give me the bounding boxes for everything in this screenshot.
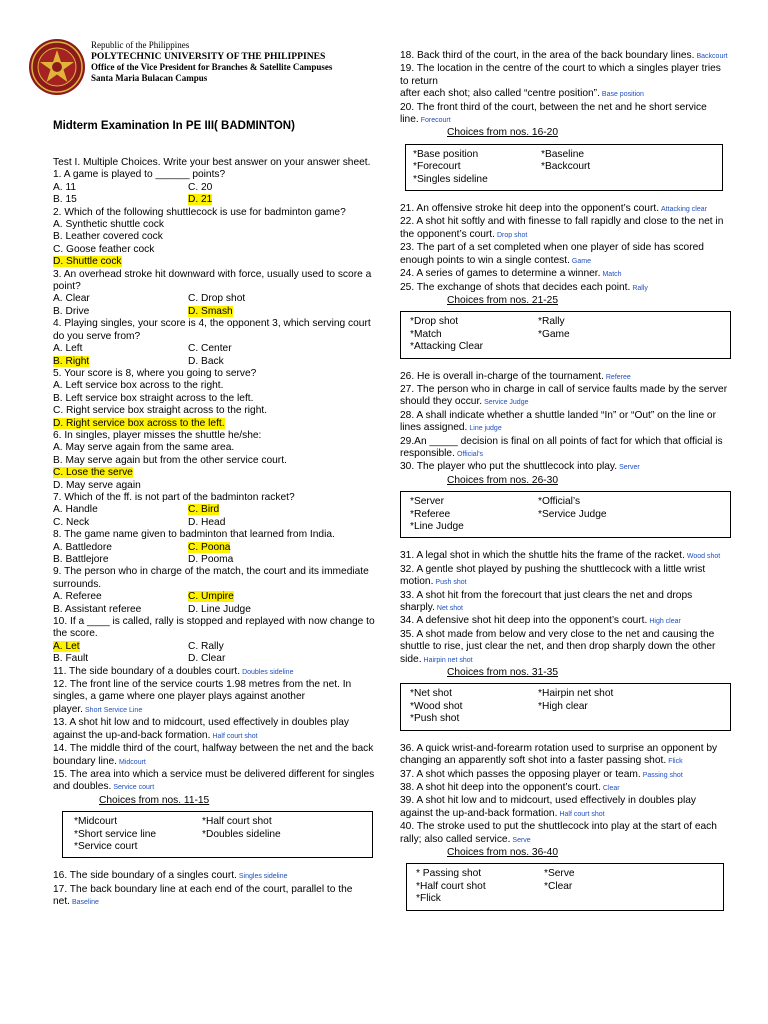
options-9	[53, 591, 375, 616]
handwritten-answer: Base position	[601, 91, 644, 99]
highlighted-answer: B. Right	[53, 355, 90, 367]
choice: *Match	[410, 328, 442, 340]
question-16: 16. The side boundary of a singles court. Singles sideline	[53, 870, 288, 882]
options-7	[53, 504, 375, 529]
choices-box-11-15	[62, 811, 373, 858]
options-1	[53, 182, 375, 207]
handwritten-answer: Flick	[668, 758, 683, 766]
handwritten-answer: Half court shot	[559, 810, 605, 818]
question-27: 27. The person who in charge in call of service faults made by the server should they occur. Service Judge	[400, 383, 728, 408]
question-5: 5. Your score is 8, where you going to serve?	[53, 367, 257, 379]
question-21: 21. An offensive stroke hit deep into the opponent’s court. Attacking clear	[400, 203, 707, 215]
question-35: 35. A shot made from below and very close to the net and causing the shuttle to rise, just clear the net, and then drop sharply down the other side. Hairpin net shot	[400, 628, 716, 665]
highlighted-answer: D. Right service box across to the left.	[53, 417, 225, 429]
option: D. Head	[188, 516, 226, 528]
question-15: 15. The area into which a service must be delivered different for singles and doubles. Service court	[53, 768, 375, 793]
question-32: 32. A gentle shot played by pushing the shuttlecock with a little wrist motion. Push shot	[400, 563, 706, 588]
option: A. Left service box across to the right.	[53, 380, 224, 392]
choice: *Short service line	[74, 828, 157, 840]
choice: *Half court shot	[202, 816, 272, 828]
option: C. Right service box straight across to the right.	[53, 405, 268, 417]
option: A. Clear	[53, 293, 90, 305]
question-28: 28. A shall indicate whether a shuttle landed “In” or “Out” on the line or lines assigned. Line judge	[400, 409, 716, 434]
question-11: 11. The side boundary of a doubles court. Doubles sideline	[53, 665, 294, 677]
options-3	[53, 293, 375, 318]
option: B. Battlejore	[53, 554, 109, 565]
choices-title-16-20: Choices from nos. 16-20	[447, 127, 558, 139]
right-column	[400, 50, 730, 911]
highlighted-answer: D. Smash	[188, 305, 233, 317]
handwritten-answer: Half court shot	[212, 732, 258, 740]
choice: *Rally	[538, 316, 565, 328]
handwritten-answer: Net shot	[436, 605, 463, 613]
option: B. Leather covered cock	[53, 231, 163, 243]
choice: *Baseline	[541, 148, 585, 160]
choice: *Serve	[544, 868, 575, 880]
choice: *Drop shot	[410, 316, 459, 328]
handwritten-answer: Match	[602, 271, 622, 279]
option: D. Clear	[188, 653, 226, 665]
question-13: 13. A shot hit low and to midcourt, used effectively in doubles play against the up-and-back formation. Half court shot	[53, 717, 349, 741]
options-10	[53, 641, 375, 666]
question-38: 38. A shot hit deep into the opponent’s court. Clear	[400, 781, 620, 793]
question-25: 25. The exchange of shots that decides each point. Rally	[400, 281, 648, 293]
highlighted-answer: C. Bird	[188, 504, 220, 516]
question-12: 12. The front line of the service courts 1.98 metres from the net. In singles, a game where one player plays against another player. Short Service Line	[53, 679, 352, 715]
option: C. Center	[188, 343, 232, 355]
option: B. Assistant referee	[53, 603, 142, 615]
choice: *Server	[410, 496, 444, 508]
highlighted-answer: D. 21	[188, 194, 213, 206]
choice: *Clear	[544, 880, 573, 892]
option: B. May serve again but from the other service court.	[53, 454, 287, 466]
pup-seal-logo	[28, 38, 86, 96]
question-23: 23. The part of a set completed when one player of side has scored enough points to win a single contest. Game	[400, 242, 704, 266]
question-19: 19. The location in the centre of the court to which a singles player tries to return	[400, 63, 721, 87]
test-instructions: Test I. Multiple Choices. Write your best answer on your answer sheet.	[53, 157, 371, 168]
question-18: 18. Back third of the court, in the area of the back boundary lines. Backcourt	[400, 50, 728, 61]
question-36: 36. A quick wrist-and-forearm rotation used to surprise an opponent by changing an apparently soft shot into a faster passing shot. Flick	[400, 742, 718, 767]
handwritten-answer: Serve	[512, 836, 531, 844]
choice: *Singles sideline	[413, 173, 488, 185]
choice: *Net shot	[410, 688, 452, 700]
choice: *Midcourt	[74, 816, 118, 828]
question-2: 2. Which of the following shuttlecock is use for badminton game?	[53, 206, 346, 218]
option: A. Referee	[53, 591, 102, 603]
choices-box-21-25	[400, 311, 731, 358]
question-17: 17. The back boundary line at each end of the court, parallel to the net. Baseline	[53, 883, 353, 908]
handwritten-answer: Official's	[456, 450, 484, 458]
handwritten-answer: Doubles sideline	[242, 668, 294, 676]
choices-box-36-40	[406, 863, 724, 910]
choice: *Line Judge	[410, 521, 464, 532]
question-9: 9. The person who in charge of the match, the court and its immediate surrounds.	[53, 566, 369, 590]
handwritten-answer: Game	[571, 257, 591, 265]
handwritten-answer: Referee	[605, 373, 631, 381]
handwritten-answer: Short Service Line	[85, 706, 143, 714]
letterhead-text	[91, 40, 332, 84]
question-3: 3. An overhead stroke hit downward with force, usually used to score a point?	[53, 268, 372, 293]
handwritten-answer: Clear	[602, 784, 620, 792]
handwritten-answer: Forecourt	[420, 117, 451, 125]
option: B. Left service box straight across to the left.	[53, 392, 254, 404]
handwritten-answer: Drop shot	[496, 231, 528, 239]
handwritten-answer: Push shot	[435, 579, 467, 587]
question-40: 40. The stroke used to put the shuttlecock into play at the start of each rally; also called service. Serve	[400, 821, 717, 845]
handwritten-answer: Server	[619, 464, 640, 472]
choice: *Doubles sideline	[202, 828, 281, 840]
handwritten-answer: Baseline	[72, 899, 99, 907]
choice: *Game	[538, 328, 570, 340]
choice: *Service court	[74, 840, 138, 852]
option: A. Synthetic shuttle cock	[53, 219, 164, 231]
question-24: 24. A series of games to determine a winner. Match	[400, 268, 622, 280]
question-33: 33. A shot hit from the forecourt that just clears the net and drops sharply. Net shot	[400, 589, 693, 614]
choices-title-36-40: Choices from nos. 36-40	[447, 846, 558, 858]
choices-box-26-30	[400, 491, 731, 538]
option: D. Pooma	[188, 554, 234, 565]
choice: *Official’s	[538, 496, 581, 508]
option: A. Battledore	[53, 541, 112, 553]
handwritten-answer: Wood shot	[686, 553, 721, 561]
highlighted-answer: C. Umpire	[188, 591, 234, 603]
option: A. May serve again from the same area.	[53, 442, 235, 454]
question-10: 10. If a ____ is called, rally is stopped and replayed with now change to the score.	[53, 616, 375, 640]
options-8	[53, 542, 375, 567]
question-30: 30. The player who put the shuttlecock into play. Server	[400, 461, 640, 473]
republic-line: Republic of the Philippines	[91, 40, 190, 50]
option: D. Line Judge	[188, 603, 251, 615]
option: B. 15	[53, 194, 77, 206]
choice: *Push shot	[410, 713, 460, 725]
option: A. Left	[53, 343, 83, 355]
handwritten-answer: High clear	[649, 618, 681, 626]
option: B. Drive	[53, 305, 90, 317]
handwritten-answer: Passing shot	[642, 771, 683, 779]
choices-title-21-25: Choices from nos. 21-25	[447, 294, 558, 306]
choice: *Service Judge	[538, 508, 607, 520]
question-14: 14. The middle third of the court, halfway between the net and the back boundary line. Midcourt	[53, 743, 374, 767]
question-6: 6. In singles, player misses the shuttle he/she:	[53, 429, 262, 441]
question-19-cont: after each shot; also called “centre position”. Base position	[400, 88, 644, 100]
option: C. 20	[188, 181, 213, 193]
highlighted-answer: D. Shuttle cock	[53, 256, 122, 268]
question-26: 26. He is overall in-charge of the tournament. Referee	[400, 370, 631, 382]
question-29: 29.An _____ decision is final on all points of fact for which that official is responsible. Official's	[400, 435, 723, 459]
choice: *Forecourt	[413, 161, 461, 173]
options-4	[53, 343, 375, 368]
choice: *Wood shot	[410, 700, 463, 712]
question-7: 7. Which of the ff. is not part of the badminton racket?	[53, 491, 295, 503]
option: A. 11	[53, 181, 77, 193]
choice: *Flick	[416, 893, 441, 905]
choice: *Base position	[413, 148, 479, 160]
question-20: 20. The front third of the court, between the net and he short service line. Forecourt	[400, 101, 707, 126]
campus-line: Santa Maria Bulacan Campus	[91, 73, 208, 83]
question-34: 34. A defensive shot hit deep into the opponent’s court. High clear	[400, 615, 681, 627]
question-1: 1. A game is played to ______ points?	[53, 169, 226, 181]
handwritten-answer: Line judge	[469, 425, 502, 433]
choice: *Backcourt	[541, 161, 591, 173]
handwritten-answer: Service Judge	[484, 399, 529, 407]
option: B. Fault	[53, 653, 89, 665]
option: D. Back	[188, 355, 224, 367]
office-line: Office of the Vice President for Branches & Satellite Campuses	[91, 62, 333, 72]
question-37: 37. A shot which passes the opposing player or team. Passing shot	[400, 768, 683, 780]
question-4: 4. Playing singles, your score is 4, the opponent 3, which serving court do you serve from?	[53, 318, 371, 342]
option: C. Drop shot	[188, 293, 246, 305]
university-name: POLYTECHNIC UNIVERSITY OF THE PHILIPPINES	[91, 51, 326, 62]
choice: *High clear	[538, 700, 588, 712]
choice: *Referee	[410, 508, 451, 520]
question-22: 22. A shot hit softly and with finesse to fall rapidly and close to the net in the opponent’s court. Drop shot	[400, 216, 724, 240]
handwritten-answer: Backcourt	[696, 53, 728, 60]
choice: *Attacking Clear	[410, 341, 484, 353]
handwritten-answer: Hairpin net shot	[423, 656, 473, 664]
choice: *Half court shot	[416, 880, 486, 892]
option: D. May serve again	[53, 479, 141, 491]
option: C. Neck	[53, 516, 90, 528]
handwritten-answer: Service court	[113, 784, 155, 792]
handwritten-answer: Rally	[632, 284, 648, 292]
choice: *Hairpin net shot	[538, 688, 614, 700]
question-31: 31. A legal shot in which the shuttle hits the frame of the racket. Wood shot	[400, 550, 721, 562]
left-column	[53, 157, 375, 910]
highlighted-answer: C. Lose the serve	[53, 467, 133, 479]
handwritten-answer: Midcourt	[119, 758, 146, 766]
handwritten-answer: Attacking clear	[661, 206, 707, 214]
option: C. Rally	[188, 640, 224, 652]
choice: * Passing shot	[416, 868, 482, 880]
option: C. Goose feather cock	[53, 243, 155, 255]
highlighted-answer: C. Poona	[188, 541, 231, 553]
letterhead	[28, 38, 388, 98]
question-39: 39. A shot hit low and to midcourt, used effectively in doubles play against the up-and-back formation. Half court shot	[400, 795, 696, 819]
exam-title: Midterm Examination In PE III( BADMINTON)	[53, 120, 295, 132]
option: A. Handle	[53, 504, 98, 516]
choices-box-16-20	[405, 144, 723, 191]
handwritten-answer: Singles sideline	[238, 873, 288, 881]
choices-title-11-15: Choices from nos. 11-15	[99, 794, 210, 806]
choices-title-26-30: Choices from nos. 26-30	[447, 474, 558, 486]
choices-box-31-35	[400, 683, 731, 730]
highlighted-answer: A. Let	[53, 640, 80, 652]
choices-title-31-35: Choices from nos. 31-35	[447, 667, 558, 679]
question-8: 8. The game name given to badminton that learned from India.	[53, 529, 335, 541]
